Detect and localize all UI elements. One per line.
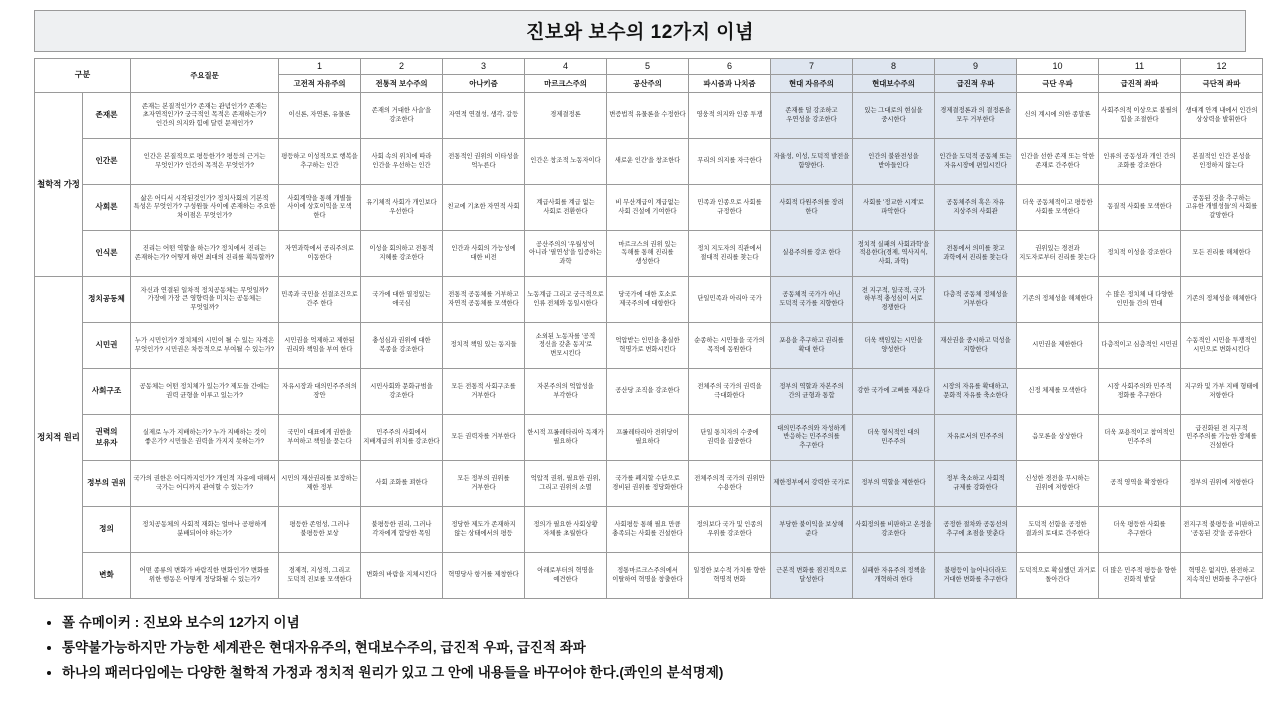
column-name-10: 극단 우파 (1017, 75, 1099, 93)
cell-society-1: 사회계약을 통해 개별들 사이에 상호이익을 모색 한다 (279, 185, 361, 231)
table-row (35, 415, 1263, 461)
column-number-10: 10 (1017, 59, 1099, 75)
cell-government-authority-6: 전체주의적 국가의 권위만 수용한다 (689, 461, 771, 507)
cell-change-12: 혁명은 없지만, 완전하고 지속적인 변화를 추구한다 (1181, 553, 1263, 599)
ideology-matrix-table (34, 58, 1263, 599)
column-number-12: 12 (1181, 59, 1263, 75)
cell-epistemology-10: 권위있는 경전과 지도자로부터 진리를 찾는다 (1017, 231, 1099, 277)
cell-citizenship-5: 억압받는 인민을 충실한 혁명가로 변화시킨다 (607, 323, 689, 369)
table-body (35, 93, 1263, 599)
table-row (35, 507, 1263, 553)
summary-bullet-list (34, 609, 1246, 690)
cell-human-nature-4: 인간은 창조적 노동자이다 (525, 139, 607, 185)
cell-government-authority-7: 제한정부에서 강력한 국가로 (771, 461, 853, 507)
cell-justice-10: 도덕적 선함을 공정한 결과의 토대로 간주한다 (1017, 507, 1099, 553)
cell-social-structure-6: 전체주의 국가의 권력을 극대화한다 (689, 369, 771, 415)
cell-society-3: 친교에 기초한 자연적 사회 (443, 185, 525, 231)
cell-justice-11: 더욱 평등한 사회를 추구한다 (1099, 507, 1181, 553)
cell-ontology-3: 자연적 연결성, 생각, 갈등 (443, 93, 525, 139)
cell-society-11: 동질적 사회를 모색한다 (1099, 185, 1181, 231)
cell-power-holders-7: 대의민주주의와 자성하게 반응하는 민주주의를 추구한다 (771, 415, 853, 461)
cell-epistemology-8: 정치적 실패의 사회과학'을 적용한다(경제, 역사지식, 사회, 과학) (853, 231, 935, 277)
row-label-government-authority: 정부의 권위 (83, 461, 131, 507)
cell-epistemology-2: 이성을 회의하고 전통적 지혜를 강조한다 (361, 231, 443, 277)
cell-society-12: 공동된 것을 추구하는 고유한 개별성들'의 사회를 갈망한다 (1181, 185, 1263, 231)
cell-society-5: 비 무산계급이 계급없는 사회 건설에 기여한다 (607, 185, 689, 231)
cell-human-nature-1: 평등하고 이성적으로 행복을 추구하는 인간 (279, 139, 361, 185)
cell-justice-6: 정의보다 국가 및 인종의 우위를 강조한다 (689, 507, 771, 553)
cell-social-structure-7: 정부의 역할과 자본주의 간의 균형과 통합 (771, 369, 853, 415)
column-name-4: 마르크스주의 (525, 75, 607, 93)
column-name-6: 파시즘과 나치즘 (689, 75, 771, 93)
cell-social-structure-3: 모든 전통적 사회구조를 거부한다 (443, 369, 525, 415)
cell-ontology-2: 존재의 거대한 사슬'을 강조한다 (361, 93, 443, 139)
cell-political-community-7: 공동체적 국가가 아닌 도덕적 국가를 지향한다 (771, 277, 853, 323)
cell-citizenship-8: 더욱 책임있는 시민을 양성한다 (853, 323, 935, 369)
row-question-power-holders: 실제로 누가 지배하는가? 누가 지배하는 것이 좋은가? 시민들은 권력을 가지지 못하는가? (131, 415, 279, 461)
group-label-philosophy: 철학적 가정 (35, 93, 83, 277)
row-label-citizenship: 시민권 (83, 323, 131, 369)
cell-society-2: 유기체적 사회가 개인보다 우선한다 (361, 185, 443, 231)
column-number-9: 9 (935, 59, 1017, 75)
cell-human-nature-9: 인간을 도덕적 공동체 또는 자유시장에 편입시킨다 (935, 139, 1017, 185)
list-item: • 폴 슈메이커 : 진보와 보수의 12가지 이념 (62, 615, 1246, 632)
cell-justice-7: 부당한 불이익을 보상해 준다 (771, 507, 853, 553)
row-question-citizenship: 누가 시민인가? 정치체의 시민이 될 수 있는 자격은 무엇인가? 시민권은 차등적으로 부여될 수 있는가? (131, 323, 279, 369)
cell-social-structure-4: 자본주의의 억압성을 부각한다 (525, 369, 607, 415)
cell-citizenship-12: 수동적인 시민을 투쟁적인 시민으로 변화시킨다 (1181, 323, 1263, 369)
cell-power-holders-5: 프롤레타리아 전위당이 필요하다 (607, 415, 689, 461)
cell-justice-8: 사회정의를 비판하고 온정을 강조한다 (853, 507, 935, 553)
cell-epistemology-1: 자연과학에서 공리주의로 이동한다 (279, 231, 361, 277)
cell-government-authority-11: 공적 영역을 확장한다 (1099, 461, 1181, 507)
row-label-political-community: 정치공동체 (83, 277, 131, 323)
cell-political-community-12: 기존의 정체성을 해체한다 (1181, 277, 1263, 323)
table-row (35, 139, 1263, 185)
cell-power-holders-11: 더욱 포용적이고 참여적인 민주주의 (1099, 415, 1181, 461)
cell-change-10: 도덕적으로 확실했던 과거로 돌아간다 (1017, 553, 1099, 599)
cell-justice-12: 전지구적 불평등을 비판하고 '공동된 것'을 공유한다 (1181, 507, 1263, 553)
column-name-1: 고전적 자유주의 (279, 75, 361, 93)
list-item: • 통약불가능하지만 가능한 세계관은 현대자유주의, 현대보수주의, 급진적 우파, 급진적 좌파 (62, 640, 1246, 657)
cell-society-10: 더욱 공동체적이고 평등한 사회를 모색한다 (1017, 185, 1099, 231)
cell-epistemology-11: 정치적 이성을 강조한다 (1099, 231, 1181, 277)
cell-human-nature-7: 자율성, 이성, 도덕적 발전을 함양한다. (771, 139, 853, 185)
cell-epistemology-5: 마르크스의 권위 있는 독해를 통해 진리를 생성한다 (607, 231, 689, 277)
cell-epistemology-3: 인간과 사회의 가능성에 대한 비전 (443, 231, 525, 277)
row-question-human-nature: 인간은 본질적으로 평등한가? 평등의 근거는 무엇인가? 인간의 목적은 무엇인가? (131, 139, 279, 185)
cell-power-holders-4: 한시적 프롤레타리아 독재가 필요하다 (525, 415, 607, 461)
column-number-2: 2 (361, 59, 443, 75)
cell-power-holders-8: 더욱 형식적인 대의 민주주의 (853, 415, 935, 461)
cell-social-structure-11: 시장 사회주의와 민주적 정화를 추구한다 (1099, 369, 1181, 415)
column-name-7: 현대 자유주의 (771, 75, 853, 93)
cell-ontology-1: 이신론, 자연론, 유물론 (279, 93, 361, 139)
table-row (35, 369, 1263, 415)
cell-change-6: 일정한 보수적 가치를 향한 혁명적 변화 (689, 553, 771, 599)
cell-society-7: 사회적 다원주의를 장려 한다 (771, 185, 853, 231)
cell-political-community-9: 다층적 공동체 정체성을 거부한다 (935, 277, 1017, 323)
cell-citizenship-7: 포용을 추구하고 권리를 확대 한다 (771, 323, 853, 369)
page-title: 진보와 보수의 12가지 이념 (34, 10, 1246, 52)
cell-society-6: 민족과 인종으로 사회를 규정한다 (689, 185, 771, 231)
cell-social-structure-5: 공산당 조직을 강조한다 (607, 369, 689, 415)
row-label-social-structure: 사회구조 (83, 369, 131, 415)
cell-human-nature-3: 전통적인 권위의 이타성을 억누른다 (443, 139, 525, 185)
corner-label: 구분 (35, 59, 131, 93)
cell-justice-1: 평등한 존엄성, 그러나 불평등한 보상 (279, 507, 361, 553)
cell-political-community-5: 당국가에 대한 호소로 제국주의에 대항한다 (607, 277, 689, 323)
cell-political-community-2: 국가에 대한 열정있는 애국심 (361, 277, 443, 323)
row-label-ontology: 존재론 (83, 93, 131, 139)
cell-political-community-10: 기존의 정체성을 해체한다 (1017, 277, 1099, 323)
cell-epistemology-6: 정치 지도자의 직관에서 절대적 진리를 찾는다 (689, 231, 771, 277)
column-name-12: 극단적 좌파 (1181, 75, 1263, 93)
cell-change-1: 경제적, 지성적, 그리고 도덕적 진보를 모색한다 (279, 553, 361, 599)
table-row (35, 461, 1263, 507)
cell-government-authority-3: 모든 정부의 권위를 거부한다 (443, 461, 525, 507)
row-question-ontology: 존재는 본질적인가? 존재는 관념인가? 존재는 초자연적인가? 궁극적인 목적은 존재하는가? 인간의 의지와 힘에 달린 문제인가? (131, 93, 279, 139)
cell-change-8: 실패한 자유주의 정책을 개혁하려 한다 (853, 553, 935, 599)
cell-ontology-9: 경제결정론과 의 결정론을 모두 거부한다 (935, 93, 1017, 139)
cell-social-structure-2: 시민사회와 문화규범을 강조한다 (361, 369, 443, 415)
cell-society-8: 사회를 '정교한 시계'로 파악한다 (853, 185, 935, 231)
cell-human-nature-5: 새로운 인간'을 창조한다 (607, 139, 689, 185)
column-number-1: 1 (279, 59, 361, 75)
row-label-change: 변화 (83, 553, 131, 599)
table-row (35, 323, 1263, 369)
row-question-government-authority: 국가의 권한은 어디까지인가? 개인적 자유에 대해서 국가는 어디까지 관여할 수 있는가? (131, 461, 279, 507)
cell-power-holders-10: 음모론을 상상한다 (1017, 415, 1099, 461)
column-name-9: 급진적 우파 (935, 75, 1017, 93)
column-number-5: 5 (607, 59, 689, 75)
cell-change-3: 혁명당사 항거를 제창한다 (443, 553, 525, 599)
row-question-political-community: 자신과 연결된 일차적 정치공동체는 무엇일까?가장에 가장 큰 영향력을 미치는 공동체는 무엇일까? (131, 277, 279, 323)
cell-epistemology-4: 공산주의의 '우월성'이 아니라 '필연성'을 입증하는 과학 (525, 231, 607, 277)
cell-government-authority-12: 정부의 권위에 저항한다 (1181, 461, 1263, 507)
cell-government-authority-9: 정부 축소하고 사회적 규제를 강화한다 (935, 461, 1017, 507)
cell-social-structure-10: 신정 체제를 모색한다 (1017, 369, 1099, 415)
table-row (35, 185, 1263, 231)
cell-human-nature-6: 무리의 의지를 자극한다 (689, 139, 771, 185)
cell-ontology-7: 존재를 덜 강조하고 우연성을 강조한다 (771, 93, 853, 139)
cell-justice-2: 불평등한 권리, 그러나 각자에게 합당한 목임 (361, 507, 443, 553)
cell-ontology-4: 경제결정론 (525, 93, 607, 139)
column-number-8: 8 (853, 59, 935, 75)
cell-epistemology-12: 모든 진리를 해체한다 (1181, 231, 1263, 277)
cell-citizenship-6: 순종하는 시민들을 국가의 목적에 동원한다 (689, 323, 771, 369)
cell-social-structure-12: 지구와 및 가부 지배 형태에 저항한다 (1181, 369, 1263, 415)
cell-society-9: 공동체주의 혹은 자유 지상주의 사회관 (935, 185, 1017, 231)
row-question-justice: 정치공동체의 사회적 재화는 얼마나 공평하게 분배되어야 하는가? (131, 507, 279, 553)
column-name-2: 전통적 보수주의 (361, 75, 443, 93)
cell-ontology-10: 신의 계시에 의한 종말론 (1017, 93, 1099, 139)
row-question-epistemology: 진리는 어떤 역할을 하는가? 정치에서 진리는 존재하는가? 어떻게 하면 최대의 진리를 획득할까? (131, 231, 279, 277)
table-row (35, 553, 1263, 599)
cell-change-9: 불평등이 늘어나더라도 거대한 변화를 추구한다 (935, 553, 1017, 599)
cell-citizenship-11: 다층적이고 심층적인 시민권 (1099, 323, 1181, 369)
cell-justice-4: 정의가 필요한 사회상황 자체를 초월한다 (525, 507, 607, 553)
row-question-social-structure: 공동체는 어떤 정치체가 있는가? 제도들 간에는 권력 균형을 이루고 있는가? (131, 369, 279, 415)
table-row (35, 93, 1263, 139)
cell-change-7: 근본적 변화를 점진적으로 달성한다 (771, 553, 853, 599)
row-label-power-holders: 권력의 보유자 (83, 415, 131, 461)
cell-ontology-12: 생대계 안계 내에서 인간의 상상력을 발휘한다 (1181, 93, 1263, 139)
cell-justice-9: 공정한 절차와 공동선의 추구에 초점을 맞춘다 (935, 507, 1017, 553)
cell-citizenship-9: 재산권을 중시하고 덕성을 지향한다 (935, 323, 1017, 369)
cell-ontology-6: 영웅적 의지와 인종 투쟁 (689, 93, 771, 139)
cell-citizenship-2: 충성심과 권위에 대한 복종을 강조한다 (361, 323, 443, 369)
cell-government-authority-8: 정부의 역할을 제한한다 (853, 461, 935, 507)
column-number-4: 4 (525, 59, 607, 75)
cell-change-11: 더 많은 민주적 평등을 향한 진화적 발달 (1099, 553, 1181, 599)
cell-citizenship-4: 소외된 노동자를 '공적 정신을 갖춘 동지'로 변모시킨다 (525, 323, 607, 369)
cell-power-holders-12: 급진화된 전 지구적 민주주의를 가능한 장체를 건설한다 (1181, 415, 1263, 461)
cell-political-community-11: 수 많은 정치체 내 다양한 인민들 간의 연대 (1099, 277, 1181, 323)
question-column-header: 주요질문 (131, 59, 279, 93)
cell-government-authority-2: 사회 조화를 꾀한다 (361, 461, 443, 507)
row-label-epistemology: 인식론 (83, 231, 131, 277)
cell-power-holders-1: 국민이 대표에게 권한을 부여하고 책임을 묻는다 (279, 415, 361, 461)
column-name-8: 현대보수주의 (853, 75, 935, 93)
cell-government-authority-10: 신성한 경전을 무시하는 권위에 저항한다 (1017, 461, 1099, 507)
cell-ontology-11: 사회주의적 이상으로 불필의 힘을 조절한다 (1099, 93, 1181, 139)
cell-political-community-4: 노동계급 그리고 궁극적으로 인류 전체와 동일시한다 (525, 277, 607, 323)
column-number-7: 7 (771, 59, 853, 75)
cell-political-community-6: 단일민족과 아리아 국가 (689, 277, 771, 323)
list-item: • 하나의 패러다임에는 다양한 철학적 가정과 정치적 원리가 있고 그 안에 내용들을 바꾸어야 한다.(콰인의 분석명제) (62, 665, 1246, 682)
cell-change-5: 정통마르크스주의에서 이탈하여 혁명을 창출한다 (607, 553, 689, 599)
cell-change-4: 아래로부터의 혁명을 예견한다 (525, 553, 607, 599)
row-label-justice: 정의 (83, 507, 131, 553)
cell-power-holders-2: 민주주의 사회에서 지배계급의 위치를 강조한다 (361, 415, 443, 461)
cell-change-2: 변화의 바람을 지체시킨다 (361, 553, 443, 599)
table-row (35, 277, 1263, 323)
row-label-human-nature: 인간론 (83, 139, 131, 185)
cell-citizenship-10: 시민권을 제한한다 (1017, 323, 1099, 369)
cell-human-nature-12: 본질적인 인간 본성을 인정하지 않는다 (1181, 139, 1263, 185)
cell-power-holders-6: 단일 통치자의 수중에 권력을 집중한다 (689, 415, 771, 461)
cell-society-4: 계급사회를 계급 없는 사회로 전환한다 (525, 185, 607, 231)
row-question-society: 삶은 어디서 시작된것인가? 정치사회의 기본적 특성은 무엇인가? 구성원들 사이에 존재하는 주요한 차이점은 무엇인가? (131, 185, 279, 231)
column-number-11: 11 (1099, 59, 1181, 75)
cell-citizenship-3: 정치적 책임 있는 동지들 (443, 323, 525, 369)
cell-justice-3: 정당한 제도가 존재하지 않는 상태에서의 평등 (443, 507, 525, 553)
cell-human-nature-2: 사회 속의 위치에 따라 인간을 우선하는 인간 (361, 139, 443, 185)
cell-ontology-8: 있는 그대로의 현실을 중시한다 (853, 93, 935, 139)
cell-citizenship-1: 시민권을 억제하고 제한된 권리와 책임을 부여 한다 (279, 323, 361, 369)
column-number-3: 3 (443, 59, 525, 75)
table-header (35, 59, 1263, 93)
cell-human-nature-10: 인간을 선한 존재 또는 악한 존재로 간주한다 (1017, 139, 1099, 185)
cell-epistemology-9: 전통에서 의미를 찾고 과학에서 진리를 찾는다 (935, 231, 1017, 277)
column-name-5: 공산주의 (607, 75, 689, 93)
cell-political-community-8: 전 지구적, 일국적, 국가 하부적 충성심이 서로 경쟁한다 (853, 277, 935, 323)
cell-government-authority-4: 억압적 권위, 필요한 권위, 그리고 권위의 소멸 (525, 461, 607, 507)
cell-power-holders-9: 자유로서의 민주주의 (935, 415, 1017, 461)
table-row (35, 231, 1263, 277)
group-label-political-principles: 정치적 원리 (35, 277, 83, 599)
column-name-11: 급진적 좌파 (1099, 75, 1181, 93)
cell-social-structure-8: 강한 국가에 고삐를 재운다 (853, 369, 935, 415)
cell-political-community-1: 민족과 국민을 선결조건으로 간주 한다 (279, 277, 361, 323)
header-row-numbers (35, 59, 1263, 75)
cell-justice-5: 사회평등 통해 필요 만큼 충족되는 사회를 건설한다 (607, 507, 689, 553)
column-name-3: 아나키즘 (443, 75, 525, 93)
cell-government-authority-1: 시민의 재산권리를 보장하는 제한 정부 (279, 461, 361, 507)
cell-human-nature-11: 인류의 공동성과 개인 간의 조화를 강조한다 (1099, 139, 1181, 185)
cell-social-structure-9: 시장의 자유를 확대하고, 문화적 자유를 축소한다 (935, 369, 1017, 415)
cell-epistemology-7: 실용주의를 강조 한다 (771, 231, 853, 277)
row-label-society: 사회론 (83, 185, 131, 231)
cell-human-nature-8: 인간의 불완전성을 받아들인다 (853, 139, 935, 185)
column-number-6: 6 (689, 59, 771, 75)
cell-power-holders-3: 모든 권력자를 거부한다 (443, 415, 525, 461)
cell-social-structure-1: 자유시장과 대의민주주의의 장안 (279, 369, 361, 415)
cell-government-authority-5: 국가를 폐지할 수단으로 경비된 권위를 정당화한다 (607, 461, 689, 507)
cell-ontology-5: 변증법적 유물론을 수정한다 (607, 93, 689, 139)
row-question-change: 어떤 종류의 변화가 바람직한 변화인가? 변화를 위한 행동은 어떻게 정당화될 수 있는가? (131, 553, 279, 599)
cell-political-community-3: 전통적 공동체를 거부하고 자연적 공동체를 모색한다 (443, 277, 525, 323)
